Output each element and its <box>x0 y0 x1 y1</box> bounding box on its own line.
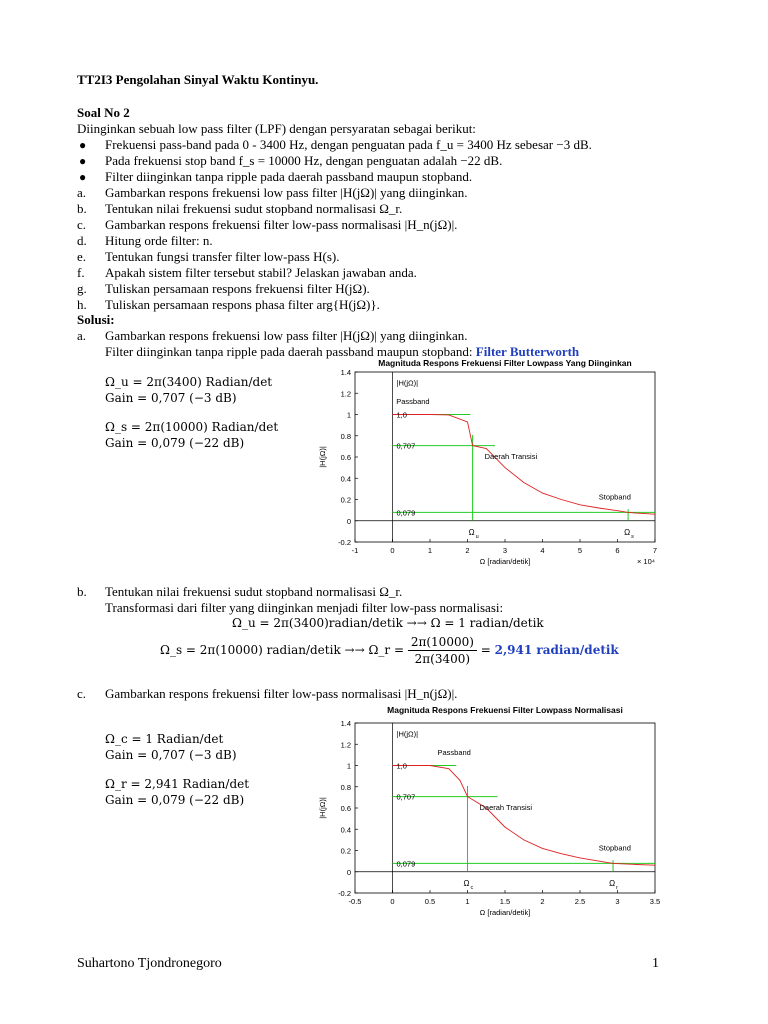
bullet-icon: ● <box>79 170 87 184</box>
omega-stop-label: Ω <box>609 878 616 888</box>
omega-stop-subscript: r <box>616 884 618 891</box>
y-tick-label: 1.4 <box>340 368 351 377</box>
x-tick-label: -1 <box>351 546 359 555</box>
y-tick-label: 0.4 <box>340 825 351 835</box>
eq-result-omega-r: 2,941 radian/detik <box>494 643 619 657</box>
y-tick-label: 0.8 <box>340 431 351 441</box>
bullet-icon: ● <box>79 138 87 152</box>
inner-y-label: |H(jΩ)| <box>396 378 419 388</box>
y-tick-label: 0.6 <box>340 804 351 813</box>
y-tick-label: 1 <box>346 410 351 420</box>
x-axis-label: Ω [radian/detik] <box>479 908 531 917</box>
inner-y-label: |H(jΩ)| <box>396 729 419 739</box>
chart-title: Magnituda Respons Frekuensi Filter Lowpass Normalisasi <box>387 705 623 715</box>
question-heading: Soal No 2 <box>77 105 130 120</box>
level-label-1: 1,0 <box>396 761 407 771</box>
chart-desired-lowpass <box>300 358 680 573</box>
passband-label: Passband <box>437 747 471 757</box>
y-tick-label: 0 <box>346 867 351 877</box>
x-tick-label: 3.5 <box>649 897 661 906</box>
omega-stop-subscript: s <box>631 533 634 540</box>
x-tick-label: 5 <box>577 546 583 555</box>
eq-fraction-numerator: 2π(10000) <box>408 634 477 651</box>
eq-gain-c: Gain = 0,707 (−3 dB) <box>105 748 237 762</box>
item-text: Hitung orde filter: n. <box>105 233 213 248</box>
x-multiplier-label: × 10⁴ <box>636 557 655 566</box>
y-tick-label: 0 <box>346 516 351 526</box>
x-tick-label: 7 <box>652 546 658 555</box>
item-letter: d. <box>77 233 87 248</box>
item-text: Tentukan fungsi transfer filter low-pass H(s). <box>105 249 340 264</box>
y-tick-label: 0.2 <box>340 495 351 505</box>
solution-b-letter: b. <box>77 584 87 599</box>
filter-butterworth-answer: Filter Butterworth <box>475 344 580 359</box>
solution-b-note: Transformasi dari filter yang diinginkan menjadi filter low-pass normalisasi: <box>105 600 504 615</box>
omega-stop-label: Ω <box>624 527 631 537</box>
bullet-stopband: Pada frekuensi stop band f_s = 10000 Hz, dengan penguatan adalah −22 dB. <box>105 153 503 168</box>
omega-pass-subscript: c <box>470 884 474 891</box>
y-tick-label: -0.2 <box>338 889 351 898</box>
eq-gain-pass: Gain = 0,707 (−3 dB) <box>105 391 237 405</box>
footer-author: Suhartono Tjondronegoro <box>77 956 222 971</box>
x-tick-label: -0.5 <box>348 897 362 906</box>
solution-b-text: Tentukan nilai frekuensi sudut stopband normalisasi Ω_r. <box>105 584 403 599</box>
y-tick-label: 1.2 <box>340 740 351 750</box>
x-axis-label: Ω [radian/detik] <box>479 557 531 566</box>
x-tick-label: 3 <box>615 897 620 906</box>
solution-a-letter: a. <box>77 328 87 343</box>
item-letter: a. <box>77 185 87 200</box>
y-tick-label: 0.4 <box>340 474 351 484</box>
eq-omega-u: Ω_u = 2π(3400) Radian/det <box>105 375 273 389</box>
x-tick-label: 0 <box>390 897 395 906</box>
eq-normalization-2 <box>160 634 619 667</box>
x-tick-label: 6 <box>615 546 620 555</box>
chart-normalized-lowpass <box>300 705 680 925</box>
bullet-ripple: Filter diinginkan tanpa ripple pada daerah passband maupun stopband. <box>105 169 473 184</box>
level-label-1: 1,0 <box>396 410 407 420</box>
solution-c-text: Gambarkan respons frekuensi filter low-pass normalisasi |H_n(jΩ)|. <box>105 686 458 701</box>
eq-gain-stop: Gain = 0,079 (−22 dB) <box>105 436 245 450</box>
item-text: Apakah sistem filter tersebut stabil? Jelaskan jawaban anda. <box>105 265 417 280</box>
x-tick-label: 2.5 <box>574 897 586 906</box>
y-tick-label: -0.2 <box>338 538 351 547</box>
level-label-pass: 0,707 <box>396 441 416 451</box>
item-letter: c. <box>77 217 87 232</box>
stopband-label: Stopband <box>598 492 631 502</box>
x-tick-label: 2 <box>465 546 470 555</box>
y-tick-label: 0.8 <box>340 782 351 792</box>
transition-label: Daerah Transisi <box>479 803 533 813</box>
item-letter: g. <box>77 281 87 296</box>
level-label-pass: 0,707 <box>396 792 416 802</box>
x-tick-label: 3 <box>502 546 508 555</box>
y-axis-label: |H(jΩ)| <box>318 797 327 819</box>
x-tick-label: 2 <box>540 897 545 906</box>
item-letter: h. <box>77 297 87 312</box>
item-text: Tuliskan persamaan respons phasa filter arg{H(jΩ)}. <box>105 297 380 312</box>
transition-label: Daerah Transisi <box>484 452 538 462</box>
solution-a-text: Gambarkan respons frekuensi low pass filter |H(jΩ)| yang diinginkan. <box>105 328 468 343</box>
item-text: Tuliskan persamaan respons frekuensi filter H(jΩ). <box>105 281 370 296</box>
passband-label: Passband <box>396 396 430 406</box>
question-intro: Diinginkan sebuah low pass filter (LPF) dengan persyaratan sebagai berikut: <box>77 121 476 136</box>
x-tick-label: 1 <box>427 546 433 555</box>
omega-pass-label: Ω <box>468 527 475 537</box>
x-tick-label: 1 <box>465 897 470 906</box>
eq-fraction <box>408 634 477 667</box>
x-tick-label: 4 <box>540 546 545 555</box>
solution-heading: Solusi: <box>77 312 115 327</box>
omega-pass-label: Ω <box>463 878 470 888</box>
x-tick-label: 1.5 <box>499 897 511 906</box>
level-label-stop: 0,079 <box>396 859 416 869</box>
x-tick-label: 0 <box>390 546 395 555</box>
x-tick-label: 0.5 <box>424 897 436 906</box>
chart-title: Magnituda Respons Frekuensi Filter Lowpass Yang Diinginkan <box>378 358 632 368</box>
eq-omega-c: Ω_c = 1 Radian/det <box>105 732 224 746</box>
solution-c-letter: c. <box>77 686 87 701</box>
eq-omega-s: Ω_s = 2π(10000) Radian/det <box>105 420 279 434</box>
eq-normalization-2-left: Ω_s = 2π(10000) radian/detik →→ Ω_r = <box>160 643 405 657</box>
y-tick-label: 1 <box>346 761 351 771</box>
document-title: TT2I3 Pengolahan Sinyal Waktu Kontinyu. <box>77 72 319 87</box>
eq-fraction-denominator: 2π(3400) <box>414 652 471 666</box>
omega-pass-subscript: u <box>475 533 479 540</box>
item-letter: f. <box>77 265 85 280</box>
item-letter: b. <box>77 201 87 216</box>
y-tick-label: 1.2 <box>340 389 351 399</box>
item-letter: e. <box>77 249 87 264</box>
y-tick-label: 0.2 <box>340 846 351 856</box>
eq-omega-r: Ω_r = 2,941 Radian/det <box>105 777 250 791</box>
item-text: Tentukan nilai frekuensi sudut stopband normalisasi Ω_r. <box>105 201 403 216</box>
stopband-label: Stopband <box>598 843 631 853</box>
level-label-stop: 0,079 <box>396 508 416 518</box>
eq-normalization-1: Ω_u = 2π(3400)radian/detik →→ Ω = 1 radian/detik <box>232 616 544 630</box>
y-tick-label: 1.4 <box>340 719 351 728</box>
bullet-passband: Frekuensi pass-band pada 0 - 3400 Hz, dengan penguatan pada f_u = 3400 Hz sebesar −3 dB. <box>105 137 592 152</box>
solution-a-note-text: Filter diinginkan tanpa ripple pada daerah passband maupun stopband: <box>105 344 476 359</box>
eq-gain-r: Gain = 0,079 (−22 dB) <box>105 793 245 807</box>
item-text: Gambarkan respons frekuensi filter low-pass normalisasi |H_n(jΩ)|. <box>105 217 458 232</box>
item-text: Gambarkan respons frekuensi low pass filter |H(jΩ)| yang diinginkan. <box>105 185 468 200</box>
y-axis-label: |H(jΩ)| <box>318 446 327 468</box>
y-tick-label: 0.6 <box>340 453 351 462</box>
bullet-icon: ● <box>79 154 87 168</box>
page-number: 1 <box>652 956 659 971</box>
eq-equals: = <box>480 643 491 657</box>
